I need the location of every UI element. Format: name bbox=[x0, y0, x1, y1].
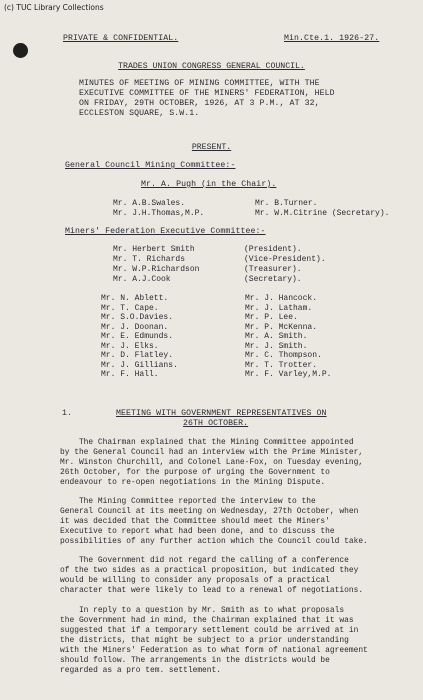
paragraph-line: the districts, that might be subject to a prior understanding bbox=[60, 636, 349, 645]
member-name: Mr. S.O.Davies. bbox=[101, 313, 174, 322]
officer-name: Mr. A.J.Cook bbox=[113, 275, 171, 284]
member-name: Mr. J. Latham. bbox=[245, 303, 313, 313]
section-number: 1. bbox=[62, 409, 73, 418]
member-name: Mr. J. Smith. bbox=[245, 341, 308, 351]
member-name: Mr. D. Flatley. bbox=[101, 351, 174, 360]
section-heading: MEETING WITH GOVERNMENT REPRESENTATIVES ON bbox=[116, 409, 327, 418]
officer-name: Mr. Herbert Smith bbox=[113, 245, 195, 254]
officer-name: Mr. T. Richards bbox=[113, 255, 186, 264]
member-name: Mr. B.Turner. bbox=[255, 199, 318, 208]
paragraph-line: Executive to report what had been done, and to discuss the bbox=[60, 527, 335, 536]
chair-line: Mr. A. Pugh (in the Chair). bbox=[141, 180, 277, 189]
subtitle-line: ON FRIDAY, 29TH OCTOBER, 1926, AT 3 P.M., AT 32, bbox=[79, 99, 320, 108]
member-name: Mr. J.H.Thomas,M.P. bbox=[113, 209, 205, 218]
paragraph-line: The Government did not regard the calling of a conference bbox=[60, 556, 349, 565]
paragraph-line: General Council at its meeting on Wednesday, 27th October, when bbox=[60, 507, 359, 516]
paragraph-line: the Government had in mind, the Chairman explained that it was bbox=[60, 616, 354, 625]
paragraph-line: endeavour to re-open negotiations in the Mining Dispute. bbox=[60, 478, 326, 487]
member-name: Mr. J. Gillians. bbox=[101, 360, 178, 370]
paragraph-line: it was decided that the Committee should meet the Miners' bbox=[60, 517, 330, 526]
paragraph-line: with the Miners' Federation as to what form of national agreement bbox=[60, 646, 368, 655]
paragraph-line: should follow. The arrangements in the districts would be bbox=[60, 656, 330, 665]
member-name: Mr. P. Lee. bbox=[245, 313, 298, 322]
general-council-heading: General Council Mining Committee:- bbox=[65, 161, 236, 170]
member-name: Mr. P. McKenna. bbox=[245, 322, 318, 332]
paragraph-line: 26th October, for the purpose of urging the Government to bbox=[60, 468, 330, 477]
member-name: Mr. F. Hall. bbox=[101, 370, 159, 379]
paragraph-line: The Mining Committee reported the interview to the bbox=[60, 497, 316, 506]
officer-role: (Vice-President). bbox=[244, 255, 326, 264]
member-name: Mr. C. Thompson. bbox=[245, 351, 322, 360]
member-name: Mr. A. Smith. bbox=[245, 332, 308, 341]
minute-reference: Min.Cte.1. 1926-27. bbox=[284, 34, 380, 43]
officer-name: Mr. W.P.Richardson bbox=[113, 265, 200, 274]
member-name: Mr. A.B.Swales. bbox=[113, 199, 186, 208]
member-name: Mr. T. Trotter. bbox=[245, 360, 318, 370]
confidential-label: PRIVATE & CONFIDENTIAL. bbox=[63, 34, 179, 43]
member-name: Mr. J. Hancock. bbox=[245, 294, 318, 303]
paragraph-line: regarded as a pro tem. settlement. bbox=[60, 666, 221, 675]
member-name: Mr. J. Doonan. bbox=[101, 322, 169, 332]
present-heading: PRESENT. bbox=[191, 143, 232, 152]
member-name: Mr. N. Ablett. bbox=[101, 294, 169, 303]
paragraph-line: by the General Council had an interview with the Prime Minister, bbox=[60, 448, 364, 457]
copyright-watermark: (c) TUC Library Collections bbox=[4, 3, 104, 12]
member-name: Mr. T. Cape. bbox=[101, 303, 159, 313]
subtitle-line: ECCLESTON SQUARE, S.W.1. bbox=[79, 109, 200, 118]
officer-role: (President). bbox=[244, 245, 302, 254]
paragraph-line: possibilities of any further action which the Council could take. bbox=[60, 537, 368, 546]
member-name: Mr. F. Varley,M.P. bbox=[245, 370, 332, 379]
member-name: Mr. W.M.Citrine (Secretary). bbox=[255, 209, 390, 218]
paragraph-line: suggested that if a temporary settlement could be arrived at in bbox=[60, 626, 359, 635]
paragraph-line: Mr. Winston Churchill, and Colonel Lane-Fox, on Tuesday evening, bbox=[60, 458, 364, 467]
punch-hole bbox=[13, 43, 28, 58]
officer-role: (Secretary). bbox=[244, 275, 302, 284]
officer-role: (Treasurer). bbox=[244, 265, 302, 274]
paragraph-line: The Chairman explained that the Mining Committee appointed bbox=[60, 438, 354, 447]
section-heading: 26TH OCTOBER. bbox=[183, 419, 249, 428]
subtitle-line: MINUTES OF MEETING OF MINING COMMITTEE, WITH THE bbox=[79, 79, 320, 88]
subtitle-line: EXECUTIVE COMMITTEE OF THE MINERS' FEDERATION, HELD bbox=[79, 89, 335, 98]
paragraph-line: would be willing to consider any proposals of a practical bbox=[60, 576, 330, 585]
document-title: TRADES UNION CONGRESS GENERAL COUNCIL. bbox=[118, 62, 305, 71]
member-name: Mr. E. Edmunds. bbox=[101, 332, 174, 341]
member-name: Mr. J. Elks. bbox=[101, 341, 159, 351]
paragraph-line: In reply to a question by Mr. Smith as to what proposals bbox=[60, 606, 345, 615]
paragraph-line: of the two sides as a practical proposition, but indicated they bbox=[60, 566, 359, 575]
miners-federation-heading: Miners' Federation Executive Committee:- bbox=[65, 227, 266, 236]
paragraph-line: character that were likely to lead to a renewal of negotiations. bbox=[60, 586, 364, 595]
